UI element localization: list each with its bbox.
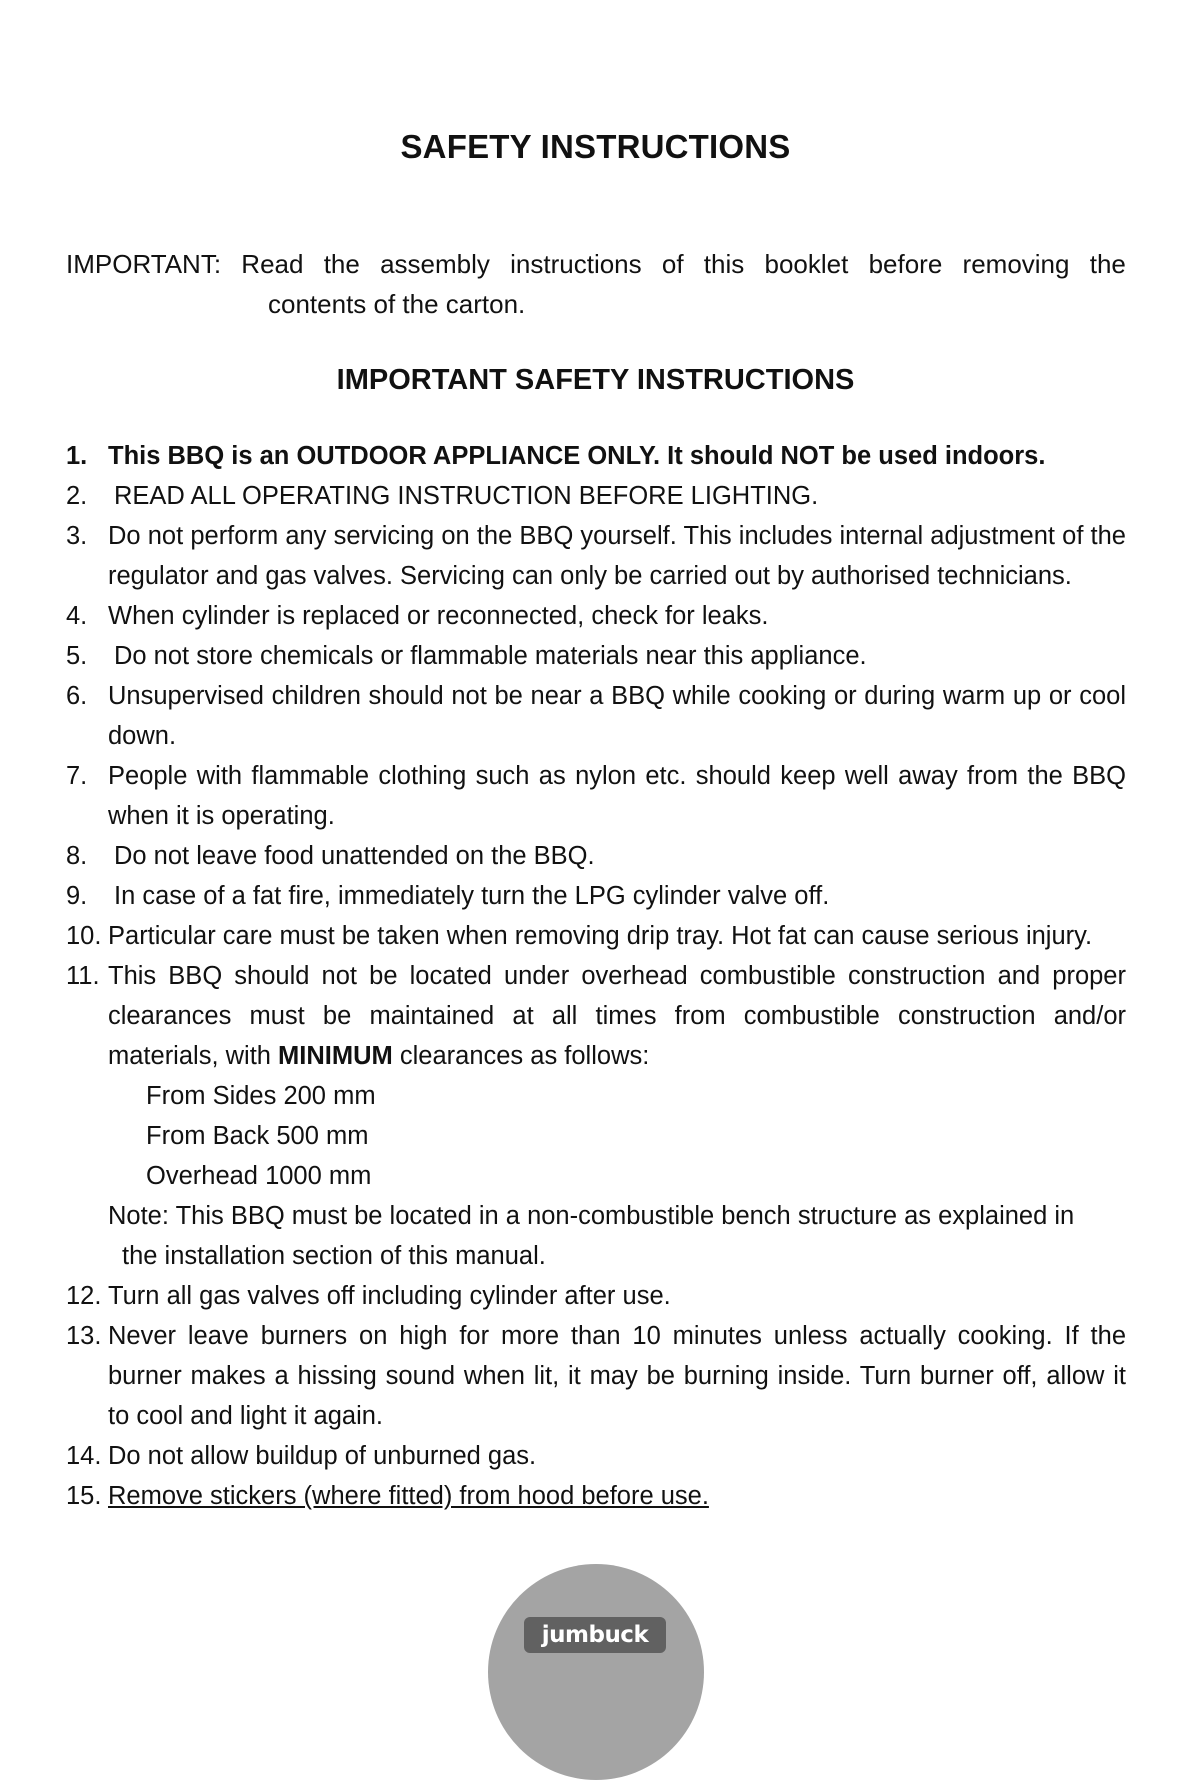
item-text: Do not allow buildup of unburned gas. [108, 1442, 537, 1470]
item-number: 15. [66, 1482, 102, 1510]
brand-logo: jumbuck [524, 1617, 666, 1653]
item-text: clearances as follows: [392, 1042, 650, 1070]
clearance-sides: From Sides 200 mm [146, 1082, 376, 1110]
important-line-2: contents of the carton. [268, 289, 526, 319]
item-text: This BBQ is an OUTDOOR APPLIANCE ONLY. It should NOT be used indoors. [108, 442, 1046, 470]
item-text: In case of a fat fire, immediately turn the LPG cylinder valve off. [114, 882, 830, 910]
clearance-back: From Back 500 mm [146, 1122, 369, 1150]
list-item [66, 436, 1126, 476]
word: before [868, 249, 943, 279]
list-item [66, 956, 1126, 1076]
list-item [66, 516, 1126, 596]
list-item [66, 476, 1126, 516]
clearance-overhead: Overhead 1000 mm [146, 1162, 372, 1190]
page-title: SAFETY INSTRUCTIONS [400, 128, 791, 165]
list-item [66, 636, 1126, 676]
section-heading: IMPORTANT SAFETY INSTRUCTIONS [336, 364, 855, 396]
item-number: 8. [66, 842, 88, 870]
item-number: 6. [66, 682, 88, 710]
item-text-bold: MINIMUM [278, 1042, 393, 1070]
item-text: Do not leave food unattended on the BBQ. [114, 842, 595, 870]
item-text: Do not perform any servicing on the BBQ yourself. This includes internal adjustment of the regulator and gas valves. Servicing can only be carried out by authorised technicians. [108, 522, 1126, 590]
important-notice [66, 244, 1126, 324]
item-text: People with flammable clothing such as nylon etc. should keep well away from the BBQ when it is operating. [108, 762, 1126, 830]
footer-circle [488, 1564, 704, 1780]
item-text: When cylinder is replaced or reconnected, check for leaks. [108, 602, 769, 630]
instruction-list [66, 436, 1126, 1516]
word: of [661, 249, 684, 279]
item-text: This BBQ should not be located under overhead combustible construction and proper clearances must be maintained at all times from combustible construction and/or materials, with [108, 962, 1126, 1070]
item-number: 1. [66, 442, 88, 470]
list-item [66, 1476, 1126, 1516]
word: assembly [380, 249, 490, 279]
item-number: 2. [66, 482, 88, 510]
word: the [1089, 249, 1126, 279]
item-number: 4. [66, 602, 88, 630]
item-number: 13. [66, 1322, 102, 1350]
item-note [66, 1196, 1126, 1276]
item-number: 10. [66, 922, 102, 950]
word: booklet [764, 249, 849, 279]
word: Read [241, 249, 304, 279]
word: this [703, 249, 745, 279]
item-text: Never leave burners on high for more than 10 minutes unless actually cooking. If the burner makes a hissing sound when lit, it may be burning inside. Turn burner off, allow it to cool and light it again. [108, 1322, 1126, 1430]
list-item [66, 876, 1126, 916]
list-item [66, 596, 1126, 636]
item-text: READ ALL OPERATING INSTRUCTION BEFORE LIGHTING. [114, 482, 819, 510]
item-text: Unsupervised children should not be near a BBQ while cooking or during warm up or cool down. [108, 682, 1126, 750]
item-number: 11. [66, 962, 100, 990]
item-number: 3. [66, 522, 88, 550]
list-item [66, 1276, 1126, 1316]
list-item [66, 756, 1126, 836]
item-number: 7. [66, 762, 88, 790]
item-text: Particular care must be taken when removing drip tray. Hot fat can cause serious injury. [108, 922, 1093, 950]
item-text: Do not store chemicals or flammable materials near this appliance. [114, 642, 867, 670]
list-item [66, 916, 1126, 956]
item-number: 12. [66, 1282, 102, 1310]
note-line-2: the installation section of this manual. [122, 1242, 546, 1270]
item-number: 5. [66, 642, 88, 670]
word: instructions [510, 249, 642, 279]
item-text: Turn all gas valves off including cylinder after use. [108, 1282, 671, 1310]
item-text: Remove stickers (where fitted) from hood before use. [108, 1482, 709, 1510]
item-number: 9. [66, 882, 88, 910]
important-line-1 [66, 244, 1126, 284]
word: the [323, 249, 360, 279]
list-item [66, 1316, 1126, 1436]
note-line-1: Note: This BBQ must be located in a non-combustible bench structure as explained in [108, 1202, 1075, 1230]
word: removing [962, 249, 1070, 279]
list-item [66, 1436, 1126, 1476]
word: IMPORTANT: [66, 249, 222, 279]
list-item [66, 676, 1126, 756]
item-number: 14. [66, 1442, 102, 1470]
list-item [66, 836, 1126, 876]
